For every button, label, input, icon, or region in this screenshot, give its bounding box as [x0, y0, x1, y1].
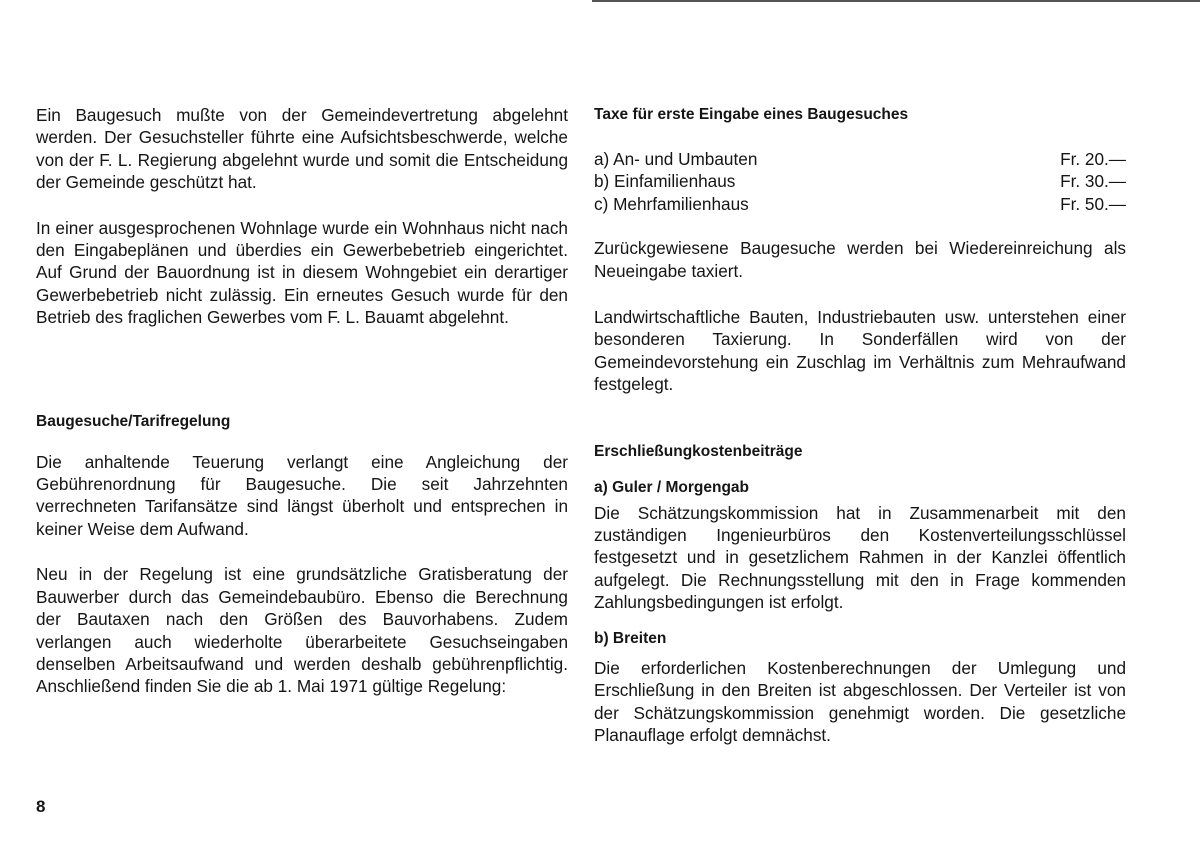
right-column: [594, 104, 1126, 746]
paragraph-breiten: Die erforderlichen Kostenberechnungen der Umlegung und Erschließung in den Breiten ist abgeschlossen. Der Verteiler ist von der Schätzungskommission genehmigt worden. Die gesetzliche Planauflage erfolgt demnächst.: [594, 657, 1126, 745]
fee-row: [594, 193, 1126, 215]
fee-label: a) An- und Umbauten: [594, 149, 758, 169]
page-number: 8: [36, 797, 46, 816]
paragraph-wohnlage: In einer ausgesprochenen Wohnlage wurde ein Wohnhaus nicht nach den Eingabeplänen und überdies ein Gewerbebetrieb eingerichtet. Auf Grund der Bauordnung ist in diesem Wohngebiet ein derartiger Gewerbebetrieb nicht zulässig. Ein erneutes Gesuch wurde für den Betrieb des fraglichen Gewerbes vom F. L. Bauamt abgelehnt.: [36, 217, 568, 328]
fee-label: c) Mehrfamilienhaus: [594, 193, 749, 214]
paragraph-zurueckgewiesen: Zurückgewiesene Baugesuche werden bei Wiedereinreichung als Neueingabe taxiert.: [594, 238, 1126, 281]
paragraph-neuregelung: Neu in der Regelung ist eine grundsätzliche Gratisberatung der Bauwerber durch das Gemeindebaubüro. Ebenso die Berechnung der Bautaxen nach den Größen des Bauvorhabens. Zudem verlangen auch wiederholte überarbeitete Gesuchseingaben denselben Arbeitsaufwand und werden deshalb gebührenpflichtig. Anschließend finden Sie die ab 1. Mai 1971 gültige Regelung:: [36, 564, 568, 697]
fee-row: [594, 148, 1126, 170]
heading-breiten: b) Breiten: [594, 629, 667, 647]
fee-amount: Fr. 30.—: [1060, 171, 1126, 192]
heading-erschliessung: Erschließungkostenbeiträge: [594, 442, 803, 460]
fee-amount: Fr. 20.—: [1060, 149, 1126, 169]
fee-table: [594, 148, 1126, 215]
top-rule: [592, 0, 1200, 2]
paragraph-guler: Die Schätzungskommission hat in Zusammenarbeit mit den zuständigen Ingenieurbüros den Kostenverteilungsschlüssel festgesetzt und in gesetzlichem Rahmen in der Kanzlei öffentlich aufgelegt. Die Rechnungsstellung mit den in Frage kommenden Zahlungsbedingungen ist erfolgt.: [594, 502, 1126, 613]
fee-label: b) Einfamilienhaus: [594, 171, 736, 192]
paragraph-landwirtschaft: Landwirtschaftliche Bauten, Industriebauten usw. unterstehen einer besonderen Taxierung. In Sonderfällen wird von der Gemeindevorstehung ein Zuschlag im Verhältnis zum Mehraufwand festgelegt.: [594, 307, 1126, 395]
heading-guler-morgengab: a) Guler / Morgengab: [594, 478, 750, 496]
paragraph-teuerung: Die anhaltende Teuerung verlangt eine Angleichung der Gebührenordnung für Baugesuche. Die seit Jahrzehnten verrechneten Tarifansätze sind längst überholt und entsprechen in keiner Weise dem Aufwand.: [36, 451, 568, 539]
paragraph-aufsichtsbeschwerde: Ein Baugesuch mußte von der Gemeindevertretung abgelehnt werden. Der Gesuchsteller führte eine Aufsichtsbeschwerde, welche von der F. L. Regierung abgelehnt wurde und somit die Entscheidung der Gemeinde geschützt hat.: [36, 105, 568, 193]
fee-row: [594, 170, 1126, 192]
heading-tarifregelung: Baugesuche/Tarifregelung: [36, 412, 231, 430]
left-column: [36, 104, 568, 698]
fee-amount: Fr. 50.—: [1060, 193, 1126, 214]
heading-taxe: Taxe für erste Eingabe eines Baugesuches: [594, 106, 909, 123]
